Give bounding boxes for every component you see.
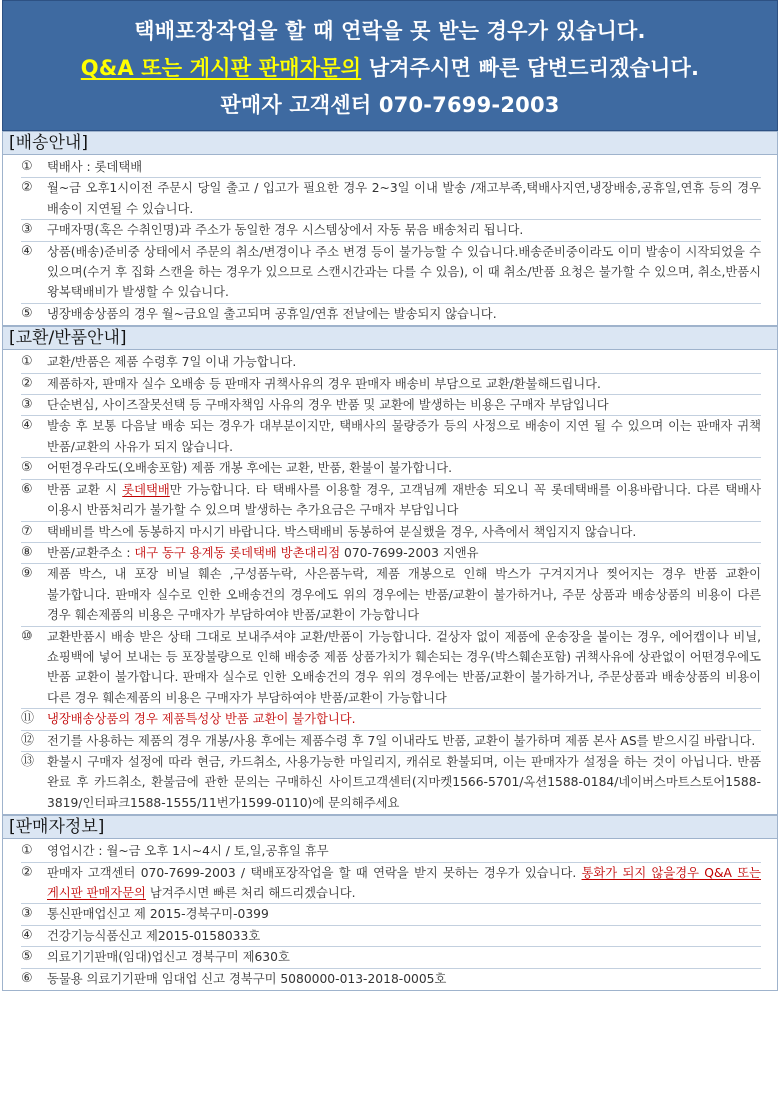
item-number: ② (21, 375, 33, 391)
list-item (21, 352, 761, 373)
item-text-pre: 반품 교환 시 (47, 482, 123, 497)
item-text-body: 의료기기판매(임대)업신고 경북구미 제630호 (47, 950, 290, 965)
item-text-pre: 판매자 고객센터 070-7699-2003 / 택배포장작업을 할 때 연락을 받지 못하는 경우가 있습니다. (47, 865, 582, 880)
banner-line-1: 택배포장작업을 할 때 연락을 못 받는 경우가 있습니다. (134, 19, 646, 43)
list-item (21, 220, 761, 241)
list-item (21, 480, 761, 522)
list-item (21, 157, 761, 178)
item-text (47, 752, 761, 813)
banner-line-3: 판매자 고객센터 070-7699-2003 (220, 93, 560, 117)
item-text-emphasis: 대구 동구 용계동 롯데택배 방촌대리점 (134, 545, 341, 560)
item-text-emphasis: 롯데택배 (122, 482, 170, 497)
list-item (21, 709, 761, 730)
item-text (47, 841, 761, 861)
list-item (21, 416, 761, 458)
item-text (47, 627, 761, 709)
item-text-emphasis: 통화가 되지 않을경우 Q&A 또는 게시판 판매자문의 (47, 865, 761, 900)
list-item (21, 178, 761, 220)
item-text-body: 교환/반품은 제품 수령후 7일 이내 가능합니다. (47, 355, 297, 370)
list-item (21, 304, 761, 324)
list-item (21, 841, 761, 862)
item-text-body: 제품하자, 판매자 실수 오배송 등 판매자 귀책사유의 경우 판매자 배송비 부담으로 교환/환불해드립니다. (47, 376, 601, 391)
item-text-post: 070-7699-2003 지앤유 (340, 545, 479, 560)
list-item (21, 374, 761, 395)
item-text (47, 969, 761, 989)
item-text (47, 458, 761, 478)
item-text (47, 242, 761, 303)
banner-qna-highlight: Q&A 또는 게시판 판매자문의 (80, 56, 362, 80)
item-number: ⑤ (21, 949, 33, 965)
item-number: ① (21, 354, 33, 370)
item-text-body: 상품(배송)준비중 상태에서 주문의 취소/변경이나 주소 변경 등이 불가능할 수 있습니다.배송준비중이라도 이미 발송이 시작되었을 수 있으며(수거 후 집화 스캔을 하는 경우가 있으므로 스캔시간과는 다를 수 있음), 이 때 취소/반품 요청은 불가할 수 있으며, 취소,반품시 왕복택배비가 발생할 수 있습니다. (47, 244, 761, 300)
item-number: ⑬ (21, 753, 35, 769)
item-number: ⑥ (21, 481, 33, 497)
item-text (47, 904, 761, 924)
item-text-body: 전기를 사용하는 제품의 경우 개봉/사용 후에는 제품수령 후 7일 이내라도 반품, 교환이 불가하며 제품 본사 AS를 받으시길 바랍니다. (47, 733, 756, 748)
item-number: ② (21, 864, 33, 880)
item-number: ③ (21, 222, 33, 238)
item-text (47, 480, 761, 521)
item-text-body: 제품 박스, 내 포장 비닐 훼손 ,구성품누락, 사은품누락, 제품 개봉으로 인해 박스가 구겨지거나 찢어지는 경우 반품 교환이 불가합니다. 판매자 실수로 인한 오배송건의 경우에도 위의 경우에는 반품/교환이 불가하거나, 주문 상품과 배송상품의 비용이 다른 경우 훼손제품의 비용은 구매자가 부담하여야 반품/교환이 가능합니다 (47, 567, 761, 623)
list-item (21, 627, 761, 710)
item-text (47, 926, 761, 946)
item-text (47, 522, 761, 542)
shipping-list (3, 155, 777, 325)
item-text (47, 731, 761, 751)
list-item (21, 947, 761, 968)
item-text (47, 709, 761, 729)
item-number: ④ (21, 927, 33, 943)
item-number: ⑤ (21, 305, 33, 321)
banner-line-2-rest: 남겨주시면 빠른 답변드리겠습니다. (361, 56, 700, 80)
list-item (21, 926, 761, 947)
item-text-body: 구매자명(혹은 수취인명)과 주소가 동일한 경우 시스템상에서 자동 묶음 배송처리 됩니다. (47, 223, 524, 238)
item-text (47, 863, 761, 904)
item-text (47, 564, 761, 625)
list-item (21, 904, 761, 925)
item-text-body: 환불시 구매자 설정에 따라 현금, 카드취소, 사용가능한 마일리지, 캐쉬로 환불되며, 이는 판매자가 설정을 하는 것이 아닙니다. 반품 완료 후 카드취소, 환불금에 관한 문의는 구매하신 사이트고객센터(지마켓1566-5701/옥션1588-0184/네이버스마트스토어1588-3819/인터파크1588-1555/11번가1599-0110)에 문의해주세요 (47, 754, 761, 810)
item-text-body: 동물용 의료기기판매 임대업 신고 경북구미 5080000-013-2018-0005호 (47, 971, 447, 986)
item-text-body: 월~금 오후1시이전 주문시 당일 출고 / 입고가 필요한 경우 2~3일 이내 발송 /재고부족,택배사지연,냉장배송,공휴일,연휴 등의 경우 배송이 지연될 수 있습니다. (47, 181, 761, 216)
item-number: ④ (21, 418, 33, 434)
item-text-body: 교환반품시 배송 받은 상태 그대로 보내주셔야 교환/반품이 가능합니다. 겉상자 없이 제품에 운송장을 붙이는 경우, 에어캡이나 비닐, 쇼핑백에 넣어 보내는 등 포장불량으로 인해 배송중 제품 상품가치가 훼손되는 경우(박스훼손포함) 귀책사유에 상관없이 어떤경우에도 반품 교환이 불가합니다. 판매자 실수로 인한 오배송건의 경우 위의 경우에는 반품/교환이 불가하거나, 주문상품과 배송상품의 비용이 다른 경우 훼손제품의 비용은 구매자가 부담하여야 반품/교환이 가능합니다 (47, 629, 761, 705)
item-text (47, 543, 761, 563)
item-text-warning: 냉장배송상품의 경우 제품특성상 반품 교환이 불가합니다. (47, 712, 356, 727)
list-item (21, 242, 761, 304)
shipping-section-title: [배송안내] (3, 131, 777, 155)
banner-line-2 (3, 50, 777, 87)
item-number: ② (21, 180, 33, 196)
item-text (47, 157, 761, 177)
item-number: ③ (21, 397, 33, 413)
item-text-body: 단순변심, 사이즈잘못선택 등 구매자책임 사유의 경우 반품 및 교환에 발생하는 비용은 구매자 부담입니다 (47, 398, 609, 413)
list-item (21, 752, 761, 813)
item-text-post: 만 가능합니다. 타 택배사를 이용할 경우, 고객님께 재반송 되오니 꼭 롯데택배를 이용바랍니다. 다른 택배사 이용시 반품처리가 불가할 수 있으며 발생하는 추가요금은 구매자 부담입니다 (47, 482, 761, 518)
item-text (47, 220, 761, 240)
item-text-body: 발송 후 보통 다음날 배송 되는 경우가 대부분이지만, 택배사의 물량증가 등의 사정으로 배송이 지연 될 수 있으며 이는 판매자 귀책 반품/교환의 사유가 되지 않습니다. (47, 419, 762, 454)
list-item (21, 731, 761, 752)
item-text (47, 395, 761, 415)
item-text (47, 352, 761, 372)
item-number: ③ (21, 906, 33, 922)
item-number: ④ (21, 243, 33, 259)
list-item (21, 543, 761, 564)
item-number: ⑧ (21, 544, 33, 560)
list-item (21, 863, 761, 905)
returns-section-title: [교환/반품안내] (3, 326, 777, 350)
item-text (47, 304, 761, 324)
item-text-post: 남겨주시면 빠른 처리 해드리겠습니다. (145, 886, 356, 900)
item-text (47, 947, 761, 967)
item-text-body: 택배비를 박스에 동봉하지 마시기 바랍니다. 박스택배비 동봉하여 분실했을 경우, 사측에서 책임지지 않습니다. (47, 524, 637, 539)
item-number: ⑦ (21, 523, 33, 539)
item-number: ① (21, 159, 33, 174)
item-text-body: 어떤경우라도(오배송포함) 제품 개봉 후에는 교환, 반품, 환불이 불가합니다. (47, 461, 453, 476)
item-number: ⑪ (21, 711, 35, 727)
item-number: ⑥ (21, 970, 33, 986)
item-text (47, 178, 761, 219)
list-item (21, 395, 761, 416)
seller-section (2, 815, 778, 991)
contact-banner (2, 0, 778, 131)
item-text-body: 냉장배송상품의 경우 월~금요일 출고되며 공휴일/연휴 전날에는 발송되지 않습니다. (47, 306, 497, 321)
returns-section (2, 326, 778, 815)
item-text (47, 374, 761, 394)
item-number: ⑤ (21, 460, 33, 476)
item-number: ⑨ (21, 566, 33, 582)
item-text-body: 택배사 : 롯데택배 (47, 160, 143, 174)
item-text-body: 건강기능식품신고 제2015-0158033호 (47, 928, 261, 943)
item-number: ⑩ (21, 628, 33, 644)
item-text-pre: 반품/교환주소 : (47, 545, 135, 560)
item-number: ① (21, 843, 33, 859)
seller-section-title: [판매자정보] (3, 815, 777, 839)
list-item (21, 522, 761, 543)
item-text (47, 416, 761, 457)
list-item (21, 969, 761, 989)
item-text-body: 영업시간 : 월~금 오후 1시~4시 / 토,일,공휴일 휴무 (47, 844, 329, 859)
seller-list (3, 839, 777, 990)
returns-list (3, 350, 777, 814)
list-item (21, 458, 761, 479)
shipping-section (2, 131, 778, 326)
item-number: ⑫ (21, 732, 35, 748)
list-item (21, 564, 761, 626)
item-text-body: 통신판매업신고 제 2015-경북구미-0399 (47, 907, 269, 922)
